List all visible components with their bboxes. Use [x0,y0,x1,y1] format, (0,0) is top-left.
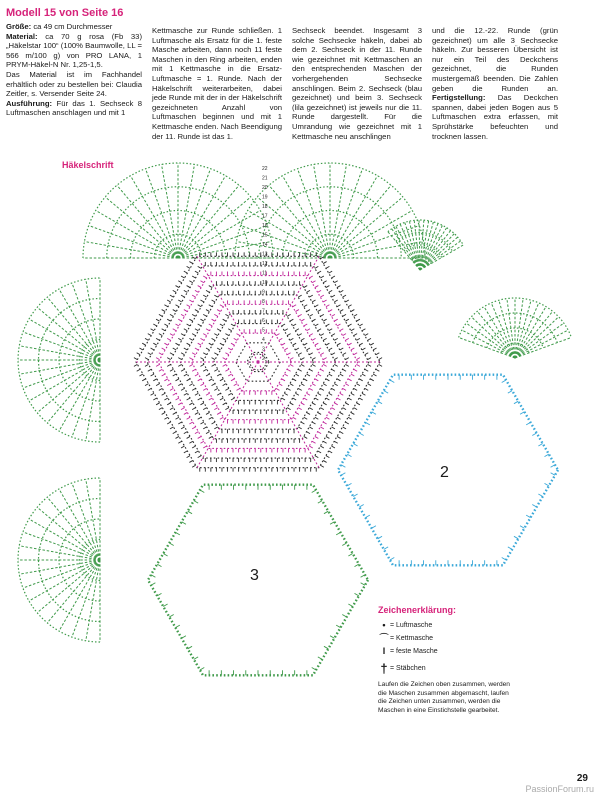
round-number: 7 [262,308,265,315]
round-number: 17 [262,213,268,220]
round-number: 20 [262,185,268,191]
watermark: PassionForum.ru [525,784,594,794]
page-number: 29 [576,773,588,784]
round-number: 16 [262,223,268,229]
round-number: 6 [262,318,265,324]
round-number: 13 [262,251,268,258]
round-number: 12 [262,261,268,267]
border-fan [388,220,463,270]
border-fans [18,163,571,642]
article-heading: Modell 15 von Seite 16 [6,7,124,19]
legend-title: Zeichenerklärung: [378,605,457,615]
border-fan [18,278,100,442]
round-numbers [262,166,268,362]
round-number: 19 [262,194,268,201]
round-number: 14 [262,242,268,248]
col1-para-2: Das Material ist im Fachhandel erhältlich oder zu bestellen bei: Claudia Zeitler, s. Versender Seite 24. [6,69,142,99]
col1-para-1: Material: ca 70 g rosa (Fb 33) „Häkelstar 100“ (100% Baumwolle, LL = 566 m/100 g) von PRO LANA, 1 PRYM-Häkel-N Nr. 1,25-1,5. [6,31,142,70]
round-number: 3 [262,346,265,353]
round-number: 5 [262,327,265,334]
legend-item: I = feste Masche [382,646,438,656]
round-number: 9 [262,289,265,296]
legend-item: † = Stäbchen [380,661,426,676]
round-number: 2 [262,356,265,362]
legend-item: • = Luftmasche [382,620,433,630]
legend-note: Laufen die Zeichen oben zusammen, werden die Maschen zusammen abgemascht, laufen die Zeichen unten zusammen, werden die Maschen in eine Einstichstelle gearbeitet. [378,681,510,714]
round-number: 8 [262,299,265,305]
article-column-3: Sechseck beendet. Insgesamt 3 solche Sechsecke häkeln, dabei ab dem 2. Sechseck in der 11. Runde wie gezeichnet mit Kettmaschen an den entsprechenden Maschen der vorhergehenden Sechsecke anschlingen. Beim 2. Sechseck (blau gezeichnet) und beim 3. Sechseck (lila gezeichnet) ist jeweils nur die 11. Runde dargestellt. Für die Umrandung wie gezeichnet mit 1 Kettmasche neu anschlingen [292,26,422,141]
round-number: 11 [262,270,268,277]
article-column-4: und die 12.-22. Runde (grün gezeichnet) um alle 3 Sechsecke häkeln. Zur besseren Übersicht ist nur ein Teil des Deckchens gezeichnet, die Runden mustergemäß beenden. Die Zahlen geben die Runden an. Fertigstellung: Das Deckchen spannen, dabei jeden Bogen aus 5 Luftmaschen extra erfassen, mit Sprühstärke befeuchten und trocknen lassen. [432,26,558,141]
hexagon-3-label: 3 [250,567,259,584]
round-number: 15 [262,232,268,239]
legend-item: ⌒ = Kettmasche [379,633,433,643]
border-fan [459,298,572,358]
round-number: 4 [262,337,265,343]
diagram-title: Häkelschrift [62,160,114,170]
hexagon-2-label: 2 [440,464,449,481]
round-number: 21 [262,175,268,182]
legend [378,606,518,715]
col1-para-3: Ausführung: Für das 1. Sechseck 8 Luftmaschen anschlagen und mit 1 [6,98,142,118]
border-fan [18,478,100,642]
col1-para-0: Größe: ca 49 cm Durchmesser [6,22,113,31]
article-column-2: Kettmasche zur Runde schließen. 1 Luftmasche als Ersatz für die 1. feste Masche arbeiten, dann noch 11 feste Maschen in den Ring arbeiten, enden mit 1 Kettmasche in die Ersatz-Luftmasche = 1. Runde. Nach der Häkelschrift weiterarbeiten, dabei jede Runde mit der in der Häkelschrift gezeichneten Anzahl von Luftmaschen beginnen und mit 1 Kettmasche enden. Nach Beendigung der 11. Runde ist das 1. [152,26,282,141]
round-number: 18 [262,204,268,210]
round-number: 10 [262,280,268,286]
border-fan [83,163,273,258]
round-number: 22 [262,166,268,172]
